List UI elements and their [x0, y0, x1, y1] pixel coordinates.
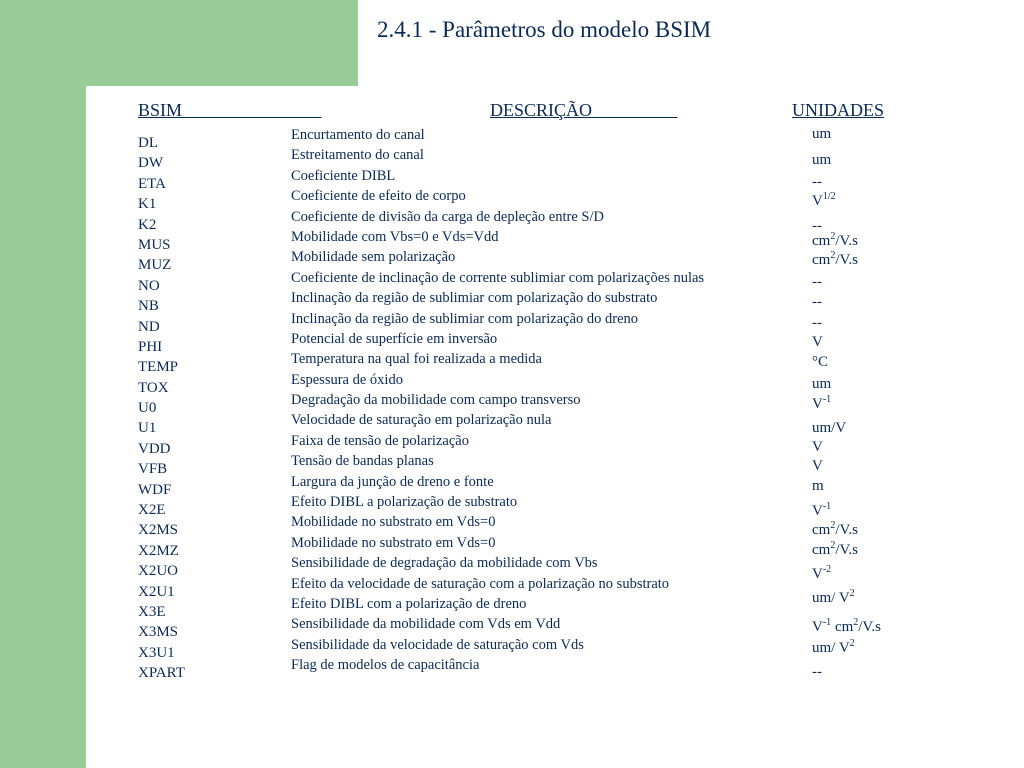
parameter-name: X2U1: [138, 583, 175, 600]
parameter-description: Coeficiente de divisão da carga de depleção entre S/D: [291, 208, 604, 225]
unit-text: V: [812, 396, 823, 412]
parameter-description: Potencial de superfície em inversão: [291, 330, 498, 347]
parameter-unit: [812, 396, 831, 413]
unit-text: V: [812, 619, 823, 635]
parameter-description: Sensibilidade da velocidade de saturação com Vds: [291, 636, 584, 653]
parameter-unit: [812, 458, 823, 475]
unit-exponent: -1: [822, 501, 832, 512]
parameter-description: Inclinação da região de sublimiar com polarização do dreno: [291, 310, 639, 327]
parameter-unit: [812, 354, 828, 371]
unit-text: V: [812, 334, 823, 350]
unit-text: um/ V: [812, 590, 850, 606]
parameter-description: Faixa de tensão de polarização: [291, 432, 469, 449]
unit-text: --: [812, 664, 822, 680]
parameter-unit: [812, 274, 822, 291]
parameter-name: WDF: [138, 481, 172, 498]
parameter-name: VFB: [138, 461, 168, 478]
parameter-description: Flag de modelos de capacitância: [291, 657, 480, 674]
parameter-unit: [812, 193, 836, 210]
unit-exponent: 2: [830, 231, 836, 242]
unit-text: cm: [812, 233, 831, 249]
parameter-unit: [812, 640, 855, 657]
parameter-name: NO: [138, 277, 160, 294]
unit-text: V: [812, 503, 823, 519]
parameter-name: X2UO: [138, 563, 178, 580]
parameter-description: Mobilidade com Vbs=0 e Vds=Vdd: [291, 228, 499, 245]
unit-exponent: -1: [822, 617, 832, 628]
parameter-description: Sensibilidade da mobilidade com Vds em Vdd: [291, 616, 561, 633]
unit-text: V: [812, 458, 823, 474]
parameter-description: Sensibilidade de degradação da mobilidade com Vbs: [291, 555, 598, 572]
unit-text: um/V: [812, 420, 847, 436]
parameter-description: Coeficiente DIBL: [291, 167, 396, 184]
unit-exponent: -1: [822, 394, 832, 405]
parameter-unit: [812, 619, 881, 636]
parameter-name: U0: [138, 400, 157, 417]
unit-text: °C: [812, 354, 829, 370]
unit-text: V: [812, 566, 823, 582]
parameter-name: PHI: [138, 338, 163, 355]
unit-suffix: /V.s: [835, 252, 858, 268]
unit-text: --: [812, 294, 822, 310]
unit-exponent: 2: [849, 588, 855, 599]
parameter-description: Largura da junção de dreno e fonte: [291, 473, 494, 490]
unit-suffix: /V.s: [835, 522, 858, 538]
unit-text: --: [812, 174, 822, 190]
parameter-unit: [812, 233, 858, 250]
parameter-name-column: [138, 133, 185, 684]
unit-suffix: cm: [831, 619, 854, 635]
parameter-description: Efeito da velocidade de saturação com a polarização no substrato: [291, 575, 670, 592]
unit-suffix: /V.s: [835, 233, 858, 249]
unit-text: --: [812, 274, 822, 290]
parameter-name: X2MZ: [138, 542, 179, 559]
parameter-name: X3MS: [138, 624, 179, 641]
unit-text: um: [812, 152, 832, 168]
unit-text: --: [812, 315, 822, 331]
unit-text: um/ V: [812, 640, 850, 656]
unit-text: V: [812, 193, 823, 209]
parameter-name: TEMP: [138, 359, 179, 376]
unit-text: --: [812, 218, 822, 234]
green-top-band: [0, 0, 358, 86]
unit-exponent: -2: [822, 564, 832, 575]
header-descricao: DESCRIÇÃO: [490, 100, 678, 120]
unit-text: cm: [812, 522, 831, 538]
parameter-description: Efeito DIBL a polarização de substrato: [291, 494, 518, 511]
parameter-name: U1: [138, 420, 157, 437]
parameter-description: Coeficiente de efeito de corpo: [291, 188, 466, 205]
parameter-unit: [812, 590, 855, 607]
unit-exponent: 2: [853, 617, 859, 628]
parameter-description: Efeito DIBL com a polarização de dreno: [291, 595, 527, 612]
parameter-name: DL: [138, 135, 158, 151]
slide-title: 2.4.1 - Parâmetros do modelo BSIM: [377, 17, 712, 42]
parameter-name: X2E: [138, 502, 166, 519]
unit-text: cm: [812, 542, 831, 558]
parameter-unit: [812, 174, 822, 191]
parameter-name: K1: [138, 196, 157, 213]
parameter-name: X3U1: [138, 644, 175, 661]
parameter-unit: [812, 478, 824, 495]
parameter-unit: [812, 420, 846, 437]
parameter-name: NB: [138, 298, 159, 315]
green-sidebar-band: [0, 0, 86, 768]
parameter-description: Mobilidade no substrato em Vds=0: [291, 514, 496, 531]
unit-suffix: /V.s: [858, 619, 881, 635]
parameter-unit: [812, 294, 822, 311]
parameter-unit: [812, 252, 858, 269]
parameter-description: Mobilidade no substrato em Vds=0: [291, 534, 496, 551]
unit-text: um: [812, 126, 832, 142]
parameter-name: ND: [138, 318, 160, 335]
unit-exponent: 2: [830, 540, 836, 551]
parameter-description: Mobilidade sem polarização: [291, 249, 456, 266]
unit-text: um: [812, 376, 832, 392]
unit-text: V: [812, 439, 823, 455]
parameter-unit: [812, 542, 858, 559]
parameter-unit: [812, 334, 823, 351]
unit-suffix: /V.s: [835, 542, 858, 558]
parameter-name: ETA: [138, 175, 166, 192]
parameter-name: X2MS: [138, 522, 179, 539]
parameter-unit: [812, 566, 831, 583]
parameter-description: Encurtamento do canal: [291, 127, 425, 143]
parameter-unit: [812, 664, 822, 681]
parameter-name: K2: [138, 216, 157, 233]
parameter-unit: [812, 126, 831, 143]
unit-text: m: [812, 478, 824, 494]
parameter-description: Estreitamento do canal: [291, 147, 424, 164]
parameter-unit: [812, 376, 831, 393]
unit-exponent: 1/2: [822, 191, 836, 202]
parameter-description: Degradação da mobilidade com campo transverso: [291, 392, 581, 409]
parameter-name: VDD: [138, 440, 171, 457]
unit-exponent: 2: [830, 250, 836, 261]
parameter-description-column: [291, 125, 704, 676]
parameter-description: Velocidade de saturação em polarização nula: [291, 412, 552, 429]
parameter-name: XPART: [138, 665, 185, 682]
unit-text: cm: [812, 252, 831, 268]
parameter-description: Temperatura na qual foi realizada a medida: [291, 351, 542, 368]
parameter-unit: [812, 315, 822, 332]
parameter-description: Coeficiente de inclinação de corrente sublimiar com polarizações nulas: [291, 269, 705, 286]
header-bsim: BSIM: [138, 100, 322, 120]
parameter-unit: [812, 439, 823, 456]
parameter-name: MUZ: [138, 257, 172, 274]
parameter-name: MUS: [138, 236, 171, 253]
parameter-name: X3E: [138, 603, 166, 620]
parameter-name: TOX: [138, 379, 169, 396]
unit-exponent: 2: [849, 638, 855, 649]
parameter-name: DW: [138, 155, 163, 172]
unit-exponent: 2: [830, 520, 836, 531]
parameter-description: Espessura de óxido: [291, 371, 403, 388]
parameter-unit: [812, 152, 831, 169]
parameter-unit: [812, 522, 858, 539]
parameter-unit: [812, 503, 831, 520]
parameter-description: Tensão de bandas planas: [291, 453, 434, 470]
parameter-description: Inclinação da região de sublimiar com polarização do substrato: [291, 290, 658, 307]
header-unidades: UNIDADES: [792, 100, 884, 120]
